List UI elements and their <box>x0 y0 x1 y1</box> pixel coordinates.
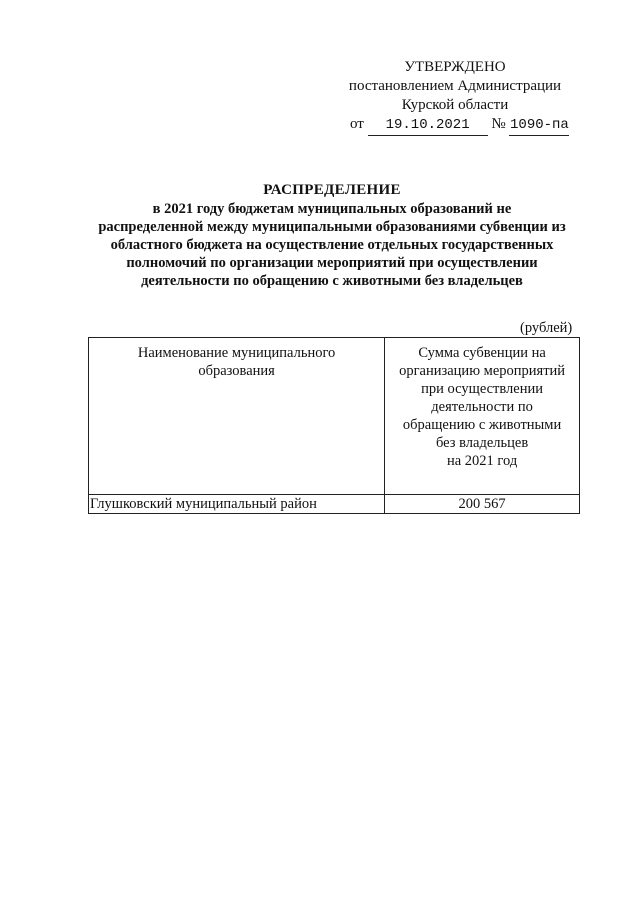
number-prefix: № <box>491 116 506 132</box>
row-amount: 200 567 <box>385 495 580 514</box>
approval-date-line <box>330 115 580 136</box>
title-line-3: областного бюджета на осуществление отдельных государственных <box>110 237 554 253</box>
row-municipality-name: Глушковский муниципальный район <box>89 495 385 514</box>
title-line-2: распределенной между муниципальными образованиями субвенции из <box>98 219 566 235</box>
date-prefix: от <box>350 116 364 132</box>
distribution-table <box>88 337 580 514</box>
approval-block <box>330 58 580 136</box>
title-line-5: деятельности по обращению с животными без владельцев <box>141 273 523 289</box>
approval-line-1: постановлением Администрации <box>348 78 562 94</box>
approval-date: 19.10.2021 <box>368 116 488 136</box>
title-line-4: полномочий по организации мероприятий при осуществлении <box>126 255 538 271</box>
header-amount: Сумма субвенции на организацию мероприятий при осуществлении деятельности по обращению с животными без владельцев на 2021 год <box>385 338 580 495</box>
distribution-table-wrap <box>88 337 580 514</box>
header-municipality: Наименование муниципального образования <box>89 338 385 495</box>
title-line-1: в 2021 году бюджетам муниципальных образований не <box>152 201 512 217</box>
approval-number: 1090-па <box>509 116 569 136</box>
approval-status: УТВЕРЖДЕНО <box>404 59 506 75</box>
document-title <box>84 181 580 290</box>
table-header-row <box>89 338 580 495</box>
title-heading: РАСПРЕДЕЛЕНИЕ <box>263 182 401 198</box>
units-label: (рублей) <box>520 320 573 336</box>
approval-line-2: Курской области <box>401 97 509 113</box>
table-row <box>89 495 580 514</box>
